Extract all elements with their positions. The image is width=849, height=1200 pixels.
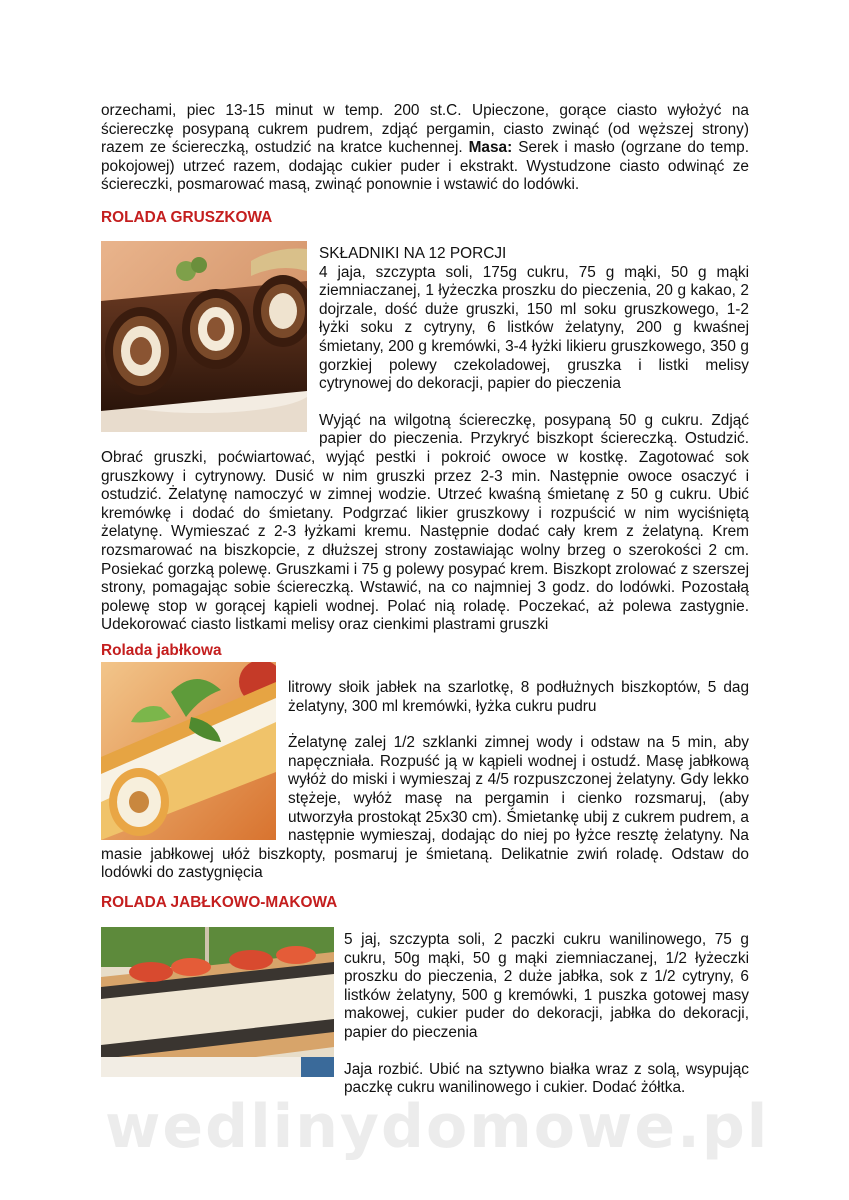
recipe-ingredients: 4 jaja, szczypta soli, 175g cukru, 75 g mąki, 50 g mąki ziemniaczanej, 1 łyżeczka proszku do pieczenia, 20 g kakao, 2 dojrzale, dość duże gruszki, 150 ml soku gruszkowego, 1-2 łyżki soku z cytryny, 6 listków żelatyny, 200 g kwaśnej śmietany, 200 g kremówki, 3-4 łyżki likieru gruszkowego, 350 g gorzkiej polewy czekoladowej, gruszka i listki melisy cytrynowej do dekoracji, papier do pieczenia	[319, 263, 749, 393]
recipe-method: Żelatynę zalej 1/2 szklanki zimnej wody i odstaw na 5 min, aby napęczniała. Rozpuść ją w kąpieli wodnej i ostudź. Masę jabłkową wyłóż do miski i wymieszaj z 4/5 rozpuszczonej żelatyny. Gdy lekko stężeje, wyłóż masę na pergamin i cienko rozsmaruj, (aby utworzyła prostokąt 25x30 cm). Śmietankę ubij z cukrem pudrem, a następnie wymieszaj, dodając do niej po łyżce resztę żelatyny. Na masie jabłkowej ułóż biszkopty, posmaruj je śmietaną. Delikatnie zwiń roladę. Odstaw do lodówki do zastygnięcia	[101, 734, 749, 882]
recipe-method: Jaja rozbić. Ubić na sztywno białka wraz z solą, wsypując paczkę cukru wanilinowego i cukier. Dodać żółtka.	[344, 1060, 749, 1097]
recipe-rolada-gruszkowa	[101, 241, 749, 635]
recipe-title-rolada-jablkowa: Rolada jabłkowa	[101, 642, 222, 659]
recipe-rolada-jablkowa	[101, 662, 749, 883]
recipe-title-rolada-gruszkowa: ROLADA GRUSZKOWA	[101, 209, 273, 226]
intro-text-before: orzechami, piec 13-15 minut w temp. 200 st.C. Upieczone, gorące ciasto wyłożyć na ściereczkę posypaną cukrem pudrem, zdjąć pergamin, ciasto zwinąć (od węższej strony) razem ze ściereczką, ostudzić na kratce kuchennej.	[101, 102, 749, 157]
recipe-title-rolada-jablkowo-makowa: ROLADA JABŁKOWO-MAKOWA	[101, 894, 338, 911]
apple-poppyseed-roll-photo	[101, 927, 334, 1077]
intro-paragraph	[101, 102, 749, 195]
recipe-ingredients: 5 jaj, szczypta soli, 2 paczki cukru wanilinowego, 75 g cukru, 50g mąki, 50 g mąki ziemniaczanej, 1/2 łyżeczki proszku do pieczenia, 2 duże jabłka, sok z 1/2 cytryny, 6 listków żelatyny, 500 g kremówki, 1 puszka gotowej masy makowej, cukier puder do dekoracji, jabłka do dekoracji, papier do pieczenia	[344, 931, 749, 1041]
site-watermark: wedlinydomowe.pl	[105, 1092, 770, 1162]
chocolate-pear-roll-photo	[101, 241, 307, 432]
recipe-servings: SKŁADNIKI NA 12 PORCJI	[319, 245, 507, 262]
apple-roll-photo	[101, 662, 276, 840]
intro-bold-label: Masa:	[468, 139, 513, 157]
intro-text-after: Serek i masło (ogrzane do temp. pokojowej) utrzeć razem, dodając cukier puder i ekstrakt. Wystudzone ciasto odwinąć ze ściereczki, posmarować masą, zwinąć ponownie i wstawić do lodówki.	[101, 139, 749, 194]
recipe-ingredients: litrowy słoik jabłek na szarlotkę, 8 podłużnych biszkoptów, 5 dag żelatyny, 300 ml kremówki, łyżka cukru pudru	[288, 679, 749, 715]
recipe-rolada-jablkowo-makowa	[101, 927, 749, 1098]
recipe-method: Wyjąć na wilgotną ściereczkę, posypaną 50 g cukru. Zdjąć papier do pieczenia. Przykryć biszkopt ściereczką. Ostudzić. Obrać gruszki, poćwiartować, wyjąć pestki i pokroić owoce w kostkę. Zagotować sok gruszkowy i cytrynowy. Dusić w nim gruszki przez 2-3 min. Następnie owoce osaczyć i ostudzić. Żelatynę namoczyć w zimnej wodzie. Utrzeć kwaśną śmietanę z 50 g cukru. Ubić kremówkę i dodać do śmietany. Podgrzać likier gruszkowy i rozpuścić w nim wyciśniętą żelatynę. Wymieszać z 2-3 łyżkami kremu. Następnie dodać cały krem z żelatyną. Krem rozsmarować na biszkopcie, z dłuższej strony zostawiając wolny brzeg o szerokości 2 cm. Posiekać gorzką polewę. Gruszkami i 75 g polewy posypać krem. Biszkopt zrolować z szerszej strony, pomagając sobie ściereczką. Wstawić, na co najmniej 3 godz. do lodówki. Pozostałą polewę stop w gorącej kąpieli wodnej. Polać nią roladę. Poczekać, aż polewa zastygnie. Udekorować ciasto listkami melisy oraz cienkimi plastrami gruszki	[101, 411, 749, 634]
